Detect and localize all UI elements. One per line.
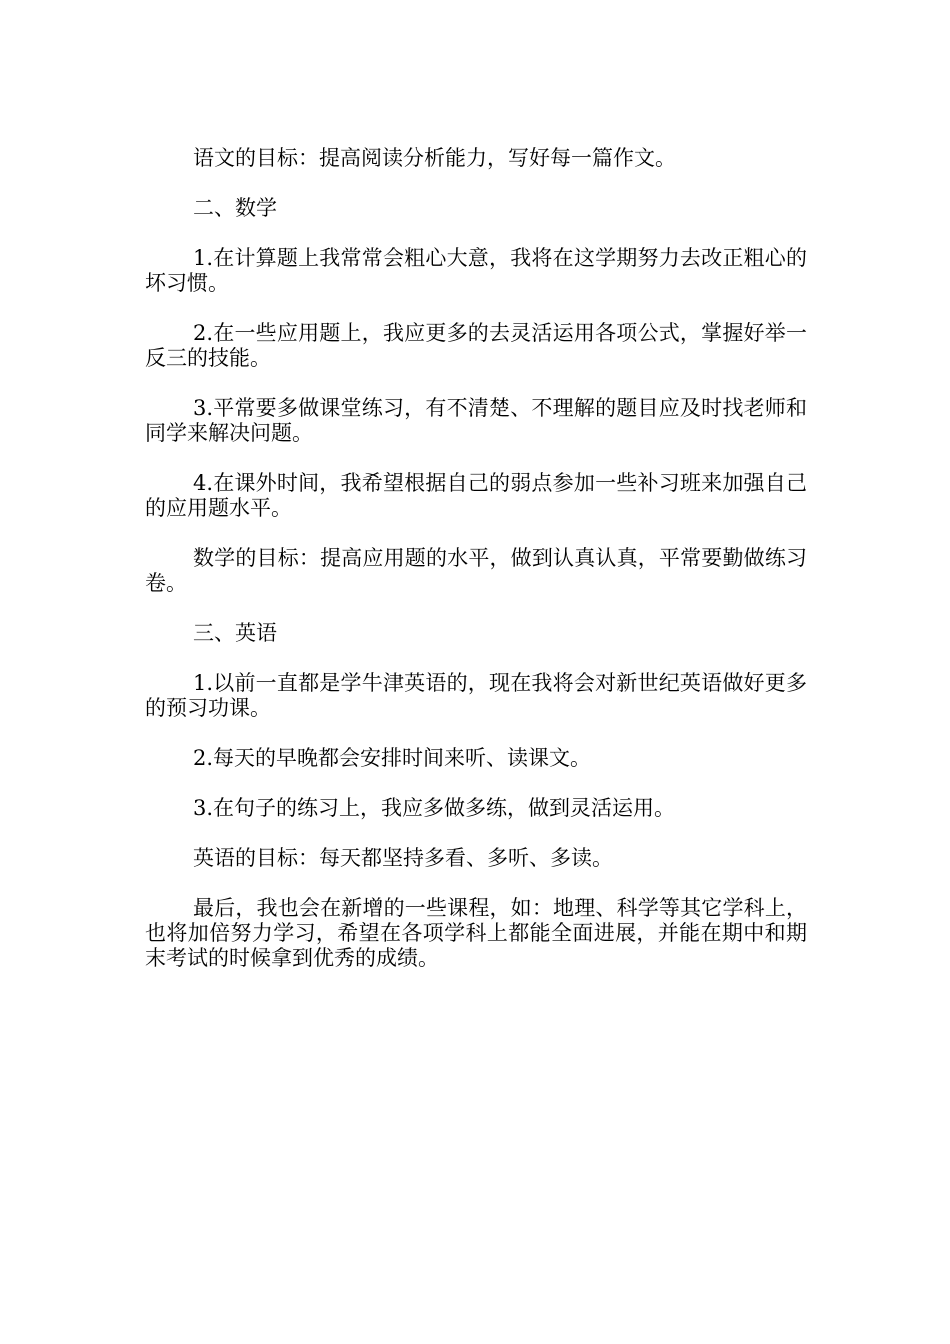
paragraph-english-2: 2.每天的早晚都会安排时间来听、读课文。	[193, 746, 592, 770]
paragraph-math-1: 1.在计算题上我常常会粗心大意，我将在这学期努力去改正粗心的坏习惯。	[145, 246, 807, 295]
document-body	[145, 146, 807, 996]
paragraph-math-4: 4.在课外时间，我希望根据自己的弱点参加一些补习班来加强自己的应用题水平。	[145, 471, 807, 520]
heading-english: 三、英语	[193, 621, 277, 645]
paragraph-math-3: 3.平常要多做课堂练习，有不清楚、不理解的题目应及时找老师和同学来解决问题。	[145, 396, 807, 445]
paragraph-math-2: 2.在一些应用题上，我应更多的去灵活运用各项公式，掌握好举一反三的技能。	[145, 321, 807, 370]
paragraph-english-1: 1.以前一直都是学牛津英语的，现在我将会对新世纪英语做好更多的预习功课。	[145, 671, 807, 720]
paragraph-english-3: 3.在句子的练习上，我应多做多练，做到灵活运用。	[193, 796, 676, 820]
paragraph-english-goal: 英语的目标：每天都坚持多看、多听、多读。	[193, 846, 613, 870]
paragraph-conclusion: 最后，我也会在新增的一些课程，如：地理、科学等其它学科上，也将加倍努力学习，希望在各项学科上都能全面进展，并能在期中和期末考试的时候拿到优秀的成绩。	[145, 896, 807, 970]
paragraph-math-goal: 数学的目标：提高应用题的水平，做到认真认真，平常要勤做练习卷。	[145, 546, 807, 595]
heading-math: 二、数学	[193, 196, 277, 220]
paragraph-chinese-goal: 语文的目标：提高阅读分析能力，写好每一篇作文。	[193, 146, 676, 170]
